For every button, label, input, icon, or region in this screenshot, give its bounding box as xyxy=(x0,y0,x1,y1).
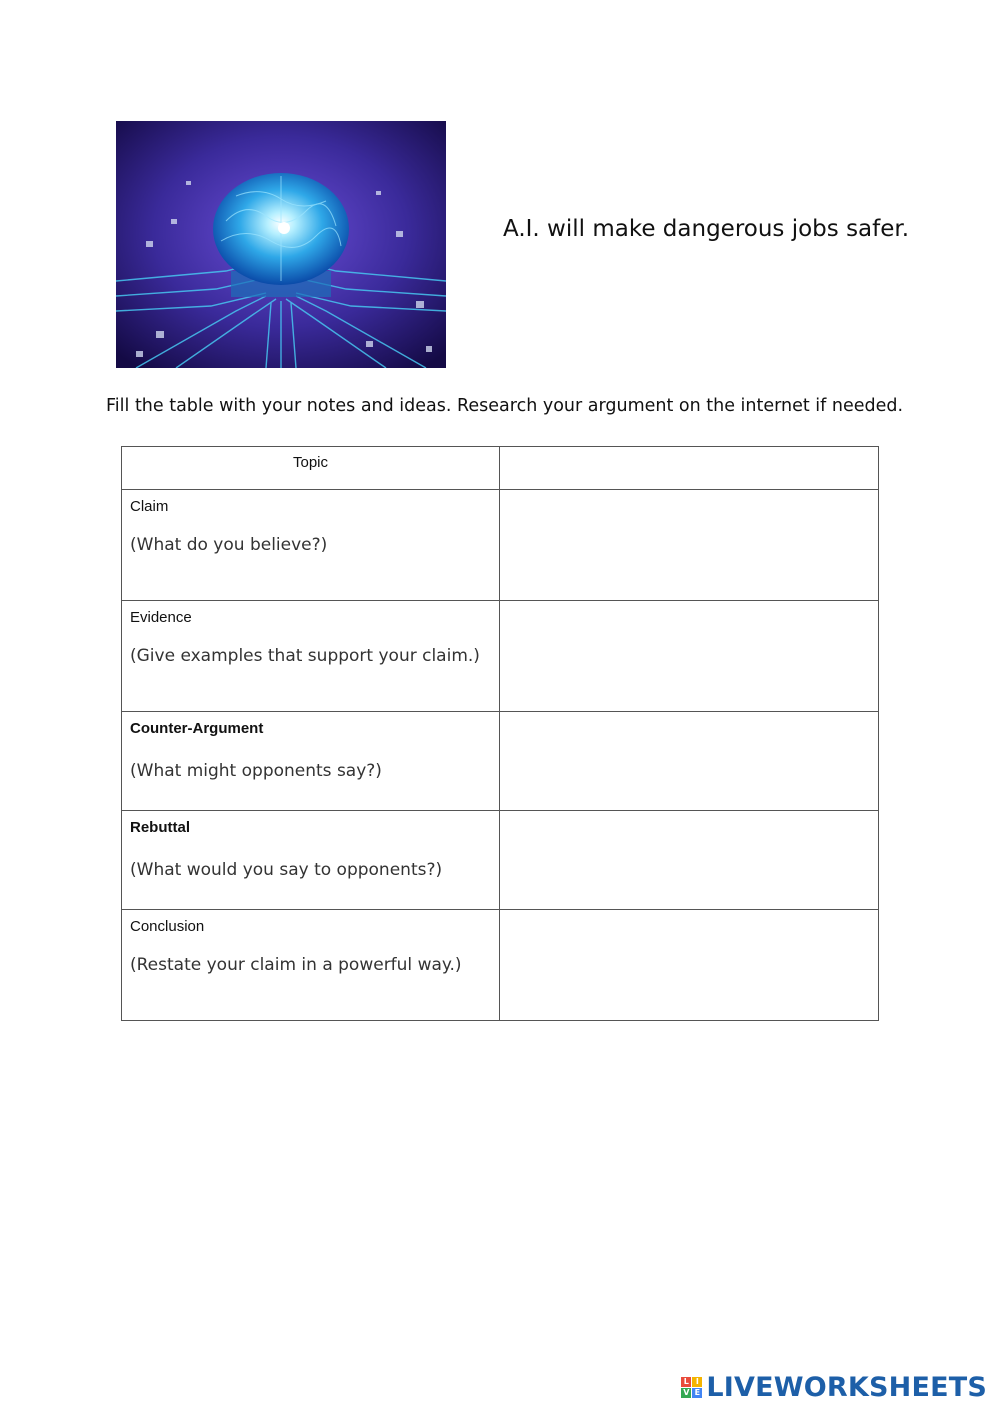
row-hint: (Restate your claim in a powerful way.) xyxy=(130,955,462,975)
brand-name: LIVEWORKSHEETS xyxy=(706,1372,987,1403)
conclusion-answer-field[interactable] xyxy=(500,910,879,1021)
mark-letter: V xyxy=(683,1388,690,1397)
table-row-rebuttal xyxy=(122,811,879,910)
evidence-label-cell xyxy=(122,601,500,712)
counter-argument-label-cell xyxy=(122,712,500,811)
row-hint: (Give examples that support your claim.) xyxy=(130,646,480,666)
ai-brain-circuit-image xyxy=(116,121,446,368)
table-row-conclusion xyxy=(122,910,879,1021)
row-label: Conclusion xyxy=(130,918,205,935)
instructions-text: Fill the table with your notes and ideas. Research your argument on the internet if needed. xyxy=(106,396,904,416)
row-label: Evidence xyxy=(130,609,192,626)
row-label: Rebuttal xyxy=(130,819,190,836)
table-row-claim xyxy=(122,490,879,601)
row-hint: (What do you believe?) xyxy=(130,535,328,555)
liveworksheets-logo xyxy=(681,1372,987,1403)
row-label: Counter-Argument xyxy=(130,720,264,737)
argument-notes-table xyxy=(121,446,879,1021)
topic-label: Topic xyxy=(292,454,329,471)
row-hint: (What would you say to opponents?) xyxy=(130,860,443,880)
rebuttal-label-cell xyxy=(122,811,500,910)
evidence-answer-field[interactable] xyxy=(500,601,879,712)
claim-label-cell xyxy=(122,490,500,601)
mark-letter: I xyxy=(692,1377,702,1387)
counter-argument-answer-field[interactable] xyxy=(500,712,879,811)
mark-letter: L xyxy=(681,1377,691,1387)
argument-statement: A.I. will make dangerous jobs safer. xyxy=(503,216,910,242)
rebuttal-answer-field[interactable] xyxy=(500,811,879,910)
table-row-topic xyxy=(122,447,879,490)
row-hint: (What might opponents say?) xyxy=(130,761,382,781)
table-row-counter-argument xyxy=(122,712,879,811)
row-label: Claim xyxy=(130,498,169,515)
liveworksheets-mark-icon xyxy=(681,1377,702,1398)
mark-letter: E xyxy=(692,1388,702,1398)
claim-answer-field[interactable] xyxy=(500,490,879,601)
table-row-evidence xyxy=(122,601,879,712)
topic-answer-field[interactable] xyxy=(500,447,879,490)
topic-label-cell xyxy=(122,447,500,490)
conclusion-label-cell xyxy=(122,910,500,1021)
